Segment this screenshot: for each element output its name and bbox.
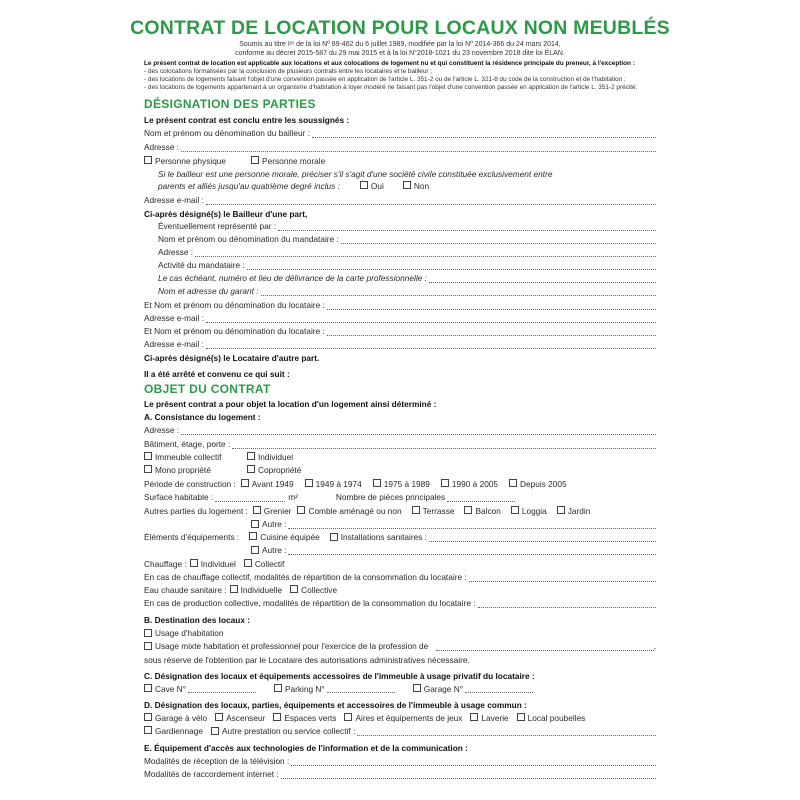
autres-parties-row: Autres parties du logement : Grenier Comble aménagé ou non Terrasse Balcon Loggia Jardin <box>144 506 591 516</box>
periode-option-2[interactable]: 1949 à 1974 <box>305 479 362 489</box>
periode-option-1[interactable]: Avant 1949 <box>241 479 294 489</box>
mandataire-activity-field[interactable]: Activité du mandataire : <box>158 260 656 270</box>
checkbox[interactable] <box>297 506 305 514</box>
loggia-option[interactable]: Loggia <box>511 506 547 516</box>
communs-row-1 <box>144 713 585 723</box>
eau-individuelle-option[interactable]: Individuelle <box>230 585 283 595</box>
checkbox[interactable] <box>251 546 259 554</box>
eau-chaude-row: Eau chaude sanitaire : Individuelle Collective <box>144 585 338 595</box>
checkbox[interactable] <box>244 559 252 567</box>
checkbox[interactable] <box>144 452 152 460</box>
checkbox[interactable] <box>517 713 525 721</box>
pieces-field[interactable] <box>447 494 515 502</box>
section-e-title: E. Équipement d'accès aux technologies de l'information et de la communication : <box>144 743 468 753</box>
individuel-option[interactable]: Individuel <box>247 452 293 462</box>
sci-non-option[interactable]: Non <box>403 181 429 191</box>
document-title: CONTRAT DE LOCATION POUR LOCAUX NON MEUBLÉS <box>130 17 670 39</box>
copropriete-option[interactable]: Copropriété <box>247 465 301 475</box>
checkbox[interactable] <box>344 713 352 721</box>
sci-oui-option[interactable]: Oui <box>360 181 384 191</box>
cave-field[interactable]: Cave N° <box>144 684 256 694</box>
checkbox[interactable] <box>412 506 420 514</box>
checkbox[interactable] <box>144 629 152 637</box>
regime-row <box>144 465 312 475</box>
carte-pro-field[interactable]: Le cas échéant, numéro et lieu de délivrance de la carte professionnelle : <box>158 273 656 283</box>
local-poubelles-option[interactable]: Local poubelles <box>517 713 586 723</box>
mandataire-name-field[interactable]: Nom et prénom ou dénomination du mandataire : <box>158 234 656 244</box>
locataire-2-email-field[interactable]: Adresse e-mail : <box>144 339 656 349</box>
communs-row-2: Gardiennage Autre prestation ou service collectif : <box>144 726 656 736</box>
checkbox[interactable] <box>274 684 282 692</box>
checkbox[interactable] <box>241 479 249 487</box>
bailleur-name-field[interactable]: Nom et prénom ou dénomination du bailleur : <box>144 128 656 138</box>
chauffage-individuel-option[interactable]: Individuel <box>190 559 236 569</box>
checkbox[interactable] <box>144 156 152 164</box>
mono-propriete-option[interactable]: Mono propriété <box>144 465 236 475</box>
chauffage-collectif-option[interactable]: Collectif <box>244 559 285 569</box>
espaces-verts-option[interactable]: Espaces verts <box>273 713 336 723</box>
chauffage-row: Chauffage : Individuel Collectif <box>144 559 285 569</box>
garage-field[interactable]: Garage N° <box>413 684 533 694</box>
eau-collective-field[interactable]: En cas de production collective, modalités de répartition de la consommation du locataire : <box>144 598 656 608</box>
checkbox[interactable] <box>251 520 259 528</box>
section-heading-parties: DÉSIGNATION DES PARTIES <box>144 97 316 111</box>
note-line-4: - des locations de logements appartenant à un organisme d'habitation à loyer modéré ne faisant pas l'objet d'une convention passée en application de l'article L. 351-2 précité. <box>144 84 638 91</box>
checkbox[interactable] <box>144 465 152 473</box>
checkbox[interactable] <box>557 506 565 514</box>
mandataire-address-field[interactable]: Adresse : <box>158 247 656 257</box>
garage-velo-option[interactable]: Garage à vélo <box>144 713 207 723</box>
television-field[interactable]: Modalités de réception de la télévision : <box>144 756 656 766</box>
usage-habitation-option[interactable]: Usage d'habitation <box>144 628 223 638</box>
checkbox[interactable] <box>247 465 255 473</box>
comble-option[interactable]: Comble aménagé ou non <box>297 506 401 516</box>
checkbox[interactable] <box>509 479 517 487</box>
checkbox[interactable] <box>511 506 519 514</box>
checkbox[interactable] <box>144 642 152 650</box>
chauffage-collectif-field[interactable]: En cas de chauffage collectif, modalités de répartition de la consommation du locataire : <box>144 572 656 582</box>
usage-mixte-field[interactable]: Usage mixte habitation et professionnel pour l'exercice de la profession de , <box>144 641 656 651</box>
autre-prestation-checkbox[interactable] <box>211 727 219 735</box>
checkbox[interactable] <box>144 713 152 721</box>
section-b-title: B. Destination des locaux : <box>144 615 251 625</box>
equipements-row: Éléments d'équipements : Cuisine équipée Installations sanitaires : <box>144 532 656 542</box>
terrasse-option[interactable]: Terrasse <box>412 506 455 516</box>
periode-option-5[interactable]: Depuis 2005 <box>509 479 567 489</box>
note-line-3: - des locations de logements faisant l'objet d'une convention passée en application de l'article L. 351-2 ou de l'article L. 321-8 du code de la construction et de l'habitation ; <box>144 76 626 83</box>
checkbox[interactable] <box>215 713 223 721</box>
subtitle-line-1: Soumis au titre Iᵉʳ de la loi Nº 89-462 du 6 juillet 1989, modifiée par la loi Nº 2014-366 du 24 mars 2014, <box>239 41 561 48</box>
checkbox[interactable] <box>305 479 313 487</box>
arrete-convenu: Il a été arrêté et convenu ce qui suit : <box>144 369 290 379</box>
checkbox[interactable] <box>403 181 411 189</box>
checkbox[interactable] <box>360 181 368 189</box>
represente-par-field[interactable]: Éventuellement représenté par : <box>158 221 656 231</box>
accessoires-privatifs-row <box>144 684 544 694</box>
autres-parties-autre-row[interactable]: Autre : <box>251 519 656 529</box>
personne-physique-option[interactable]: Personne physique <box>144 156 226 166</box>
objet-intro: Le présent contrat a pour objet la location d'un logement ainsi déterminé : <box>144 399 437 409</box>
section-a-title: A. Consistance du logement : <box>144 412 261 422</box>
immeuble-collectif-option[interactable]: Immeuble collectif <box>144 452 236 462</box>
checkbox[interactable] <box>249 532 257 540</box>
periode-option-3[interactable]: 1975 à 1989 <box>373 479 430 489</box>
grenier-option[interactable]: Grenier <box>253 506 292 516</box>
checkbox[interactable] <box>470 713 478 721</box>
periode-option-4[interactable]: 1990 à 2005 <box>441 479 498 489</box>
logement-address-field[interactable]: Adresse : <box>144 425 656 435</box>
checkbox[interactable] <box>273 713 281 721</box>
checkbox[interactable] <box>190 559 198 567</box>
checkbox[interactable] <box>144 726 152 734</box>
internet-field[interactable]: Modalités de raccordement internet : <box>144 769 656 779</box>
person-type-row <box>144 156 336 166</box>
section-c-title: C. Désignation des locaux et équipements accessoires de l'immeuble à usage privatif du locataire : <box>144 671 535 681</box>
parking-field[interactable]: Parking N° <box>274 684 395 694</box>
bailleur-email-field[interactable]: Adresse e-mail : <box>144 195 656 205</box>
eau-collective-option[interactable]: Collective <box>290 585 337 595</box>
checkbox[interactable] <box>247 452 255 460</box>
sanitaires-checkbox[interactable] <box>330 533 338 541</box>
autre-prestation-field[interactable] <box>357 728 656 736</box>
note-line-1: Le présent contrat de location est applicable aux locations et aux colocations de logement nu et qui constituent la résidence principale du preneur, à l'exception : <box>144 60 635 67</box>
locataire-1-name-field[interactable]: Et Nom et prénom ou dénomination du locataire : <box>144 300 656 310</box>
checkbox[interactable] <box>441 479 449 487</box>
sci-question-line-2: parents et alliés jusqu'au quatrième degré inclus : Oui Non <box>158 181 430 191</box>
aires-jeux-option[interactable]: Aires et équipements de jeux <box>344 713 462 723</box>
checkbox[interactable] <box>464 506 472 514</box>
checkbox[interactable] <box>413 684 421 692</box>
surface-row: Surface habitable : m² Nombre de pièces principales <box>144 492 515 502</box>
checkbox[interactable] <box>253 506 261 514</box>
sanitaires-field[interactable] <box>429 534 656 542</box>
checkbox[interactable] <box>373 479 381 487</box>
checkbox[interactable] <box>251 156 259 164</box>
note-line-2: - des colocations formalisées par la conclusion de plusieurs contrats entre les locataires et le bailleur ; <box>144 68 433 75</box>
ascenseur-option[interactable]: Ascenseur <box>215 713 265 723</box>
laverie-option[interactable]: Laverie <box>470 713 508 723</box>
reserve-text: sous réserve de l'obtention par le Locataire des autorisations administratives nécessaire. <box>144 655 470 665</box>
locataire-designation: Ci-après désigné(s) le Locataire d'autre part. <box>144 353 320 363</box>
jardin-option[interactable]: Jardin <box>557 506 591 516</box>
locataire-2-name-field[interactable]: Et Nom et prénom ou dénomination du locataire : <box>144 326 656 336</box>
section-d-title: D. Désignation des locaux, parties, équipements et accessoires de l'immeuble à usage commun : <box>144 700 527 710</box>
garant-field[interactable]: Nom et adresse du garant : <box>158 286 656 296</box>
type-immeuble-row <box>144 452 304 462</box>
checkbox[interactable] <box>144 684 152 692</box>
section-heading-objet: OBJET DU CONTRAT <box>144 382 271 396</box>
gardiennage-option[interactable]: Gardiennage <box>144 726 203 736</box>
sci-question-line-1: Si le bailleur est une personne morale, préciser s'il s'agit d'une société civile constituée exclusivement entre <box>158 169 553 179</box>
personne-morale-option[interactable]: Personne morale <box>251 156 325 166</box>
locataire-1-email-field[interactable]: Adresse e-mail : <box>144 313 656 323</box>
checkbox[interactable] <box>230 585 238 593</box>
parties-intro: Le présent contrat est conclu entre les soussignés : <box>144 115 350 125</box>
periode-construction-row: Période de construction : Avant 1949 1949 à 1974 1975 à 1989 1990 à 2005 Depuis 2005 <box>144 479 567 489</box>
balcon-option[interactable]: Balcon <box>464 506 500 516</box>
checkbox[interactable] <box>290 585 298 593</box>
bailleur-designation: Ci-après désigné(s) le Bailleur d'une part, <box>144 209 308 219</box>
equipements-autre-row[interactable]: Autre : <box>251 545 656 555</box>
cuisine-option[interactable]: Cuisine équipée <box>249 532 320 542</box>
bailleur-address-field[interactable]: Adresse : <box>144 142 656 152</box>
subtitle-line-2: conforme au décret 2015-587 du 29 mai 2015 et à la loi N°2018-1021 du 23 novembre 2018 dite loi ÉLAN. <box>235 50 565 57</box>
surface-field[interactable] <box>215 494 285 502</box>
batiment-field[interactable]: Bâtiment, étage, porte : <box>144 439 656 449</box>
